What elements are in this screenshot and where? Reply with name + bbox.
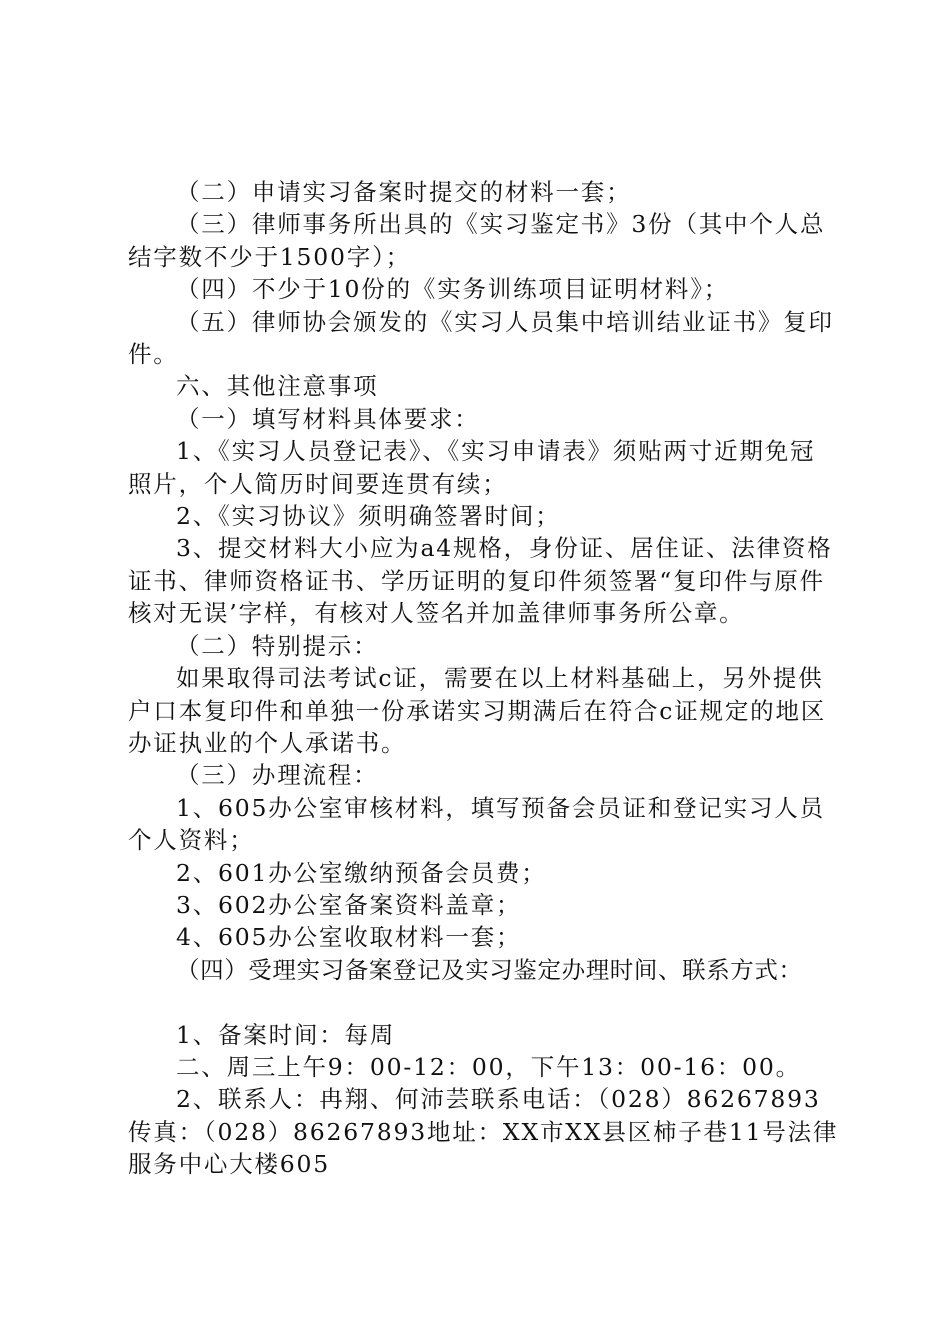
paragraph-materials-set: （二）申请实习备案时提交的材料一套； (176, 178, 632, 206)
subheading-office-hours-contact: （四）受理实习备案登记及实习鉴定办理时间、联系方式： (176, 955, 803, 984)
paragraph-training-certificate: （五）律师协会颁发的《实习人员集中培训结业证书》复印件。 (128, 307, 834, 369)
paragraph-process-step-1: 1、605办公室审核材料，填写预备会员证和登记实习人员个人资料； (128, 793, 825, 855)
paragraph-requirement-2: 2、《实习协议》须明确签署时间； (176, 502, 561, 531)
paragraph-process-step-4: 4、605办公室收取材料一套； (176, 923, 522, 952)
paragraph-training-proof: （四）不少于10份的《实务训练项目证明材料》； (176, 275, 730, 304)
paragraph-appraisal-book: （三）律师事务所出具的《实习鉴定书》3份（其中个人总结字数不少于1500字）； (128, 210, 826, 271)
paragraph-special-notice: 如果取得司法考试c证，需要在以上材料基础上，另外提供户口本复印件和单独一份承诺实习期满后在符合c证规定的地区办证执业的个人承诺书。 (128, 664, 827, 757)
paragraph-requirement-3: 3、提交材料大小应为a4规格，身份证、居住证、法律资格证书、律师资格证书、学历证明的复印件须签署“复印件与原件核对无误’字样，有核对人签名并加盖律师事务所公章。 (128, 534, 833, 628)
subheading-process: （三）办理流程： (176, 761, 379, 790)
paragraph-office-hours: 二、周三上午9：00-12：00，下午13：00-16：00。 (176, 1052, 801, 1081)
paragraph-contact-info: 2、联系人：冉翔、何沛芸联系电话：（028）86267893传真：（028）86267893地址：XX市XX县区柿子巷11号法律服务中心大楼605 (128, 1085, 839, 1179)
paragraph-filing-time: 1、备案时间：每周 (176, 1020, 396, 1049)
blank-line (128, 986, 840, 1018)
paragraph-process-step-3: 3、602办公室备案资料盖章； (176, 890, 522, 919)
paragraph-requirement-1: 1、《实习人员登记表》、《实习申请表》须贴两寸近期免冠照片，个人简历时间要连贯有续； (128, 437, 816, 498)
subheading-fill-requirements: （一）填写材料具体要求： (176, 404, 480, 433)
document-body (128, 176, 840, 1181)
section-heading-other-notes: 六、其他注意事项 (176, 372, 379, 401)
subheading-special-notice: （二）特别提示： (176, 631, 379, 660)
paragraph-process-step-2: 2、601办公室缴纳预备会员费； (176, 858, 547, 887)
